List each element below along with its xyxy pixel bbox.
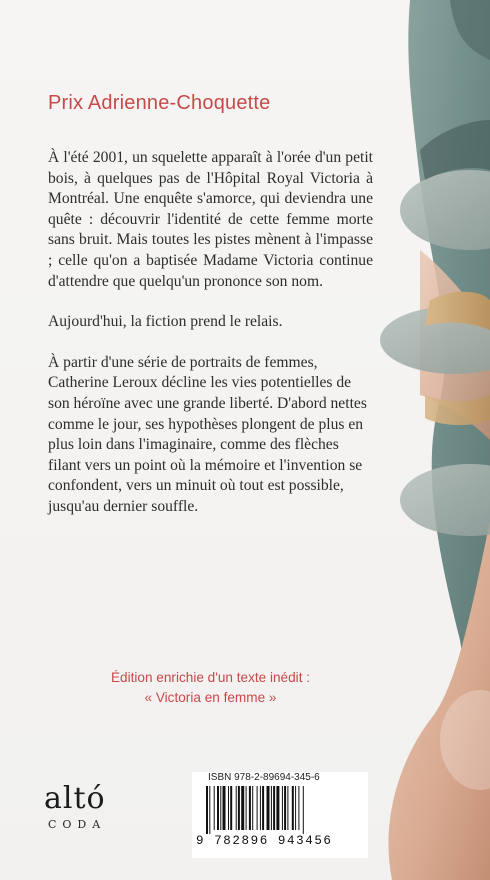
- synopsis: [48, 148, 373, 538]
- edition-note-line: Édition enrichie d'un texte inédit :: [110, 670, 311, 685]
- publisher-logo-collection: CODA: [48, 818, 107, 831]
- edition-note-title: « Victoria en femme »: [144, 690, 277, 705]
- edition-note: [48, 668, 373, 708]
- barcode-icon: [204, 786, 364, 834]
- publisher-logo-word: altó: [44, 781, 106, 816]
- barcode-digits: 9 782896 943456: [196, 834, 333, 848]
- synopsis-paragraph: À l'été 2001, un squelette apparaît à l'orée d'un petit bois, à quelques pas de l'Hôpital Royal Victoria à Montréal. Une enquête s'amorce, qui deviendra une quête : découvrir l'identité de cette femme morte sans bruit. Mais toutes les pistes mènent à l'impasse ; celle qu'on a baptisée Madame Victoria continue d'attendre que quelqu'un prononce son nom.: [48, 149, 373, 290]
- synopsis-paragraph: Aujourd'hui, la fiction prend le relais.: [48, 313, 283, 331]
- synopsis-paragraph: À partir d'une série de portraits de femmes, Catherine Leroux décline les vies potentielles de son héroïne avec une grande liberté. D'abord nettes comme le jour, ses hypothèses plongent de plus en plus loin dans l'imaginaire, comme des flèches filant vers un point où la mémoire et l'invention se confondent, vers un minuit où tout est possible, jusqu'au dernier souffle.: [48, 353, 367, 515]
- publisher-logo: [44, 781, 144, 831]
- isbn-label: ISBN 978-2-89694-345-6: [208, 772, 320, 783]
- barcode-area: [192, 772, 368, 858]
- prize-title: Prix Adrienne-Choquette: [48, 92, 271, 114]
